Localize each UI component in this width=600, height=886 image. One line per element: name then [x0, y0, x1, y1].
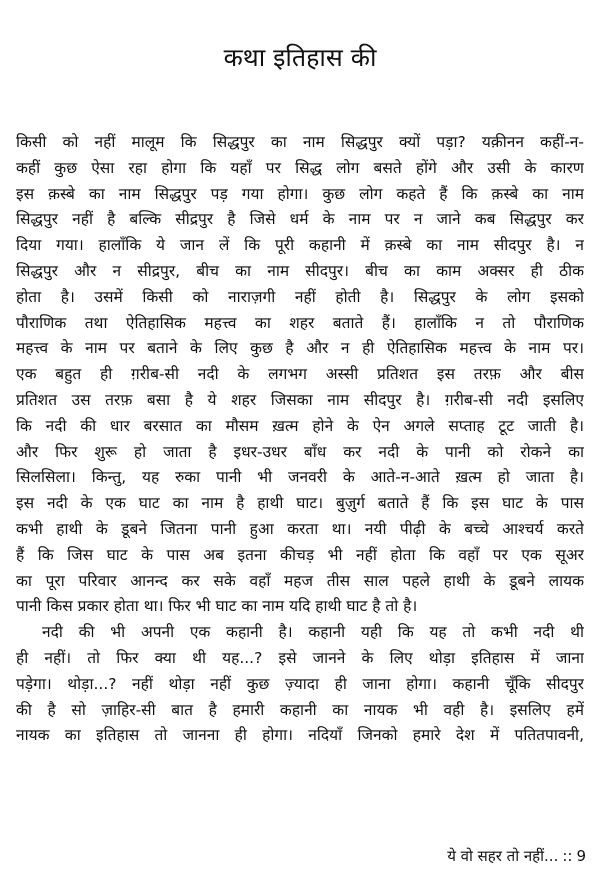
text-line: हैं कि जिस घाट के पास अब इतना कीचड़ भी नहीं होता कि वहाँ पर एक सूअर: [16, 545, 584, 564]
text-line: महत्त्व के नाम पर बताने के लिए कुछ है और न ही ऐतिहासिक महत्त्व के नाम पर।: [16, 339, 584, 358]
text-line: सिद्धपुर और न सीद्रपुर, बीच का नाम सीदपुर। बीच का काम अक्सर ही ठीक: [16, 261, 584, 280]
text-line: इस क़स्बे का नाम सिद्धपुर पड़ गया होगा। कुछ लोग कहते हैं कि क़स्बे का नाम: [16, 184, 584, 203]
text-line: का पूरा परिवार आनन्द कर सके वहाँ महज तीस साल पहले हाथी के डूबने लायक: [16, 571, 584, 590]
running-title: ये वो सहर तो नहीं...: [447, 847, 559, 865]
text-line: होता है। उसमें किसी को नाराज़गी नहीं होती है। सिद्धपुर के लोग इसको: [16, 287, 584, 306]
text-line: पौराणिक तथा ऐतिहासिक महत्त्व का शहर बताते हैं। हालाँकि न तो पौराणिक: [16, 313, 584, 332]
text-line: प्रतिशत उस तरफ़ बसा है ये शहर जिसका नाम सीदपुर है। ग़रीब-सी नदी इसलिए: [16, 390, 584, 409]
chapter-title: कथा इतिहास की: [223, 43, 377, 72]
paragraph-2: [16, 620, 584, 749]
text-line: एक बहुत ही ग़रीब-सी नदी के लगभग अस्सी प्रतिशत इस तरफ़ और बीस: [16, 365, 584, 384]
text-line: इस नदी के एक घाट का नाम है हाथी घाट। बुज़ुर्ग बताते हैं कि इस घाट के पास: [16, 494, 584, 513]
text-line: नदी की भी अपनी एक कहानी है। कहानी यही कि यह तो कभी नदी थी: [42, 623, 584, 642]
paragraph-1: [16, 130, 584, 620]
page-footer: [447, 845, 586, 867]
text-line: पड़ेगा। थोड़ा...? नहीं थोड़ा नहीं कुछ ज़्यादा ही जाना होगा। कहानी चूँकि सीदपुर: [16, 674, 584, 693]
text-line: की है सो ज़ाहिर-सी बात है हमारी कहानी का नायक भी वही है। इसलिए हमें: [16, 700, 584, 719]
text-line: सिद्धपुर नहीं है बल्कि सीद्रपुर है जिसे धर्म के नाम पर न जाने कब सिद्धपुर कर: [16, 210, 584, 229]
text-line: पानी किस प्रकार होता था। फिर भी घाट का नाम यदि हाथी घाट है तो है।: [16, 597, 418, 616]
text-line: किसी को नहीं मालूम कि सिद्धपुर का नाम सिद्धपुर क्यों पड़ा? यक़ीनन कहीं-न-: [16, 133, 584, 151]
text-line: कहीं कुछ ऐसा रहा होगा कि यहाँ पर सिद्ध लोग बसते होंगे और उसी के कारण: [16, 158, 584, 177]
text-line: दिया गया। हालाँकि ये जान लें कि पूरी कहानी में क़स्बे का नाम सीदपुर है। न: [16, 236, 584, 255]
text-line: और फिर शुरू हो जाता है इधर-उधर बाँध कर नदी के पानी को रोकने का: [16, 442, 584, 461]
text-line: कि नदी की धार बरसात का मौसम ख़त्म होने के ऐन अगले सप्ताह टूट जाती है।: [16, 416, 584, 435]
text-line: सिलसिला। किन्तु, यह रुका पानी भी जनवरी के आते-न-आते ख़त्म हो जाता है।: [16, 468, 584, 487]
footer-separator: ::: [562, 847, 573, 865]
page-number: 9: [576, 847, 586, 865]
body-text: [16, 130, 584, 749]
text-line: ही नहीं। तो फिर क्या थी यह...? इसे जानने के लिए थोड़ा इतिहास में जाना: [16, 648, 584, 667]
text-line: कभी हाथी के डूबने जितना पानी हुआ करता था। नयी पीढ़ी के बच्चे आश्चर्य करते: [16, 519, 584, 538]
text-line: नायक का इतिहास तो जानना ही होगा। नदियाँ जिनको हमारे देश में पतितपावनी,: [16, 726, 584, 745]
